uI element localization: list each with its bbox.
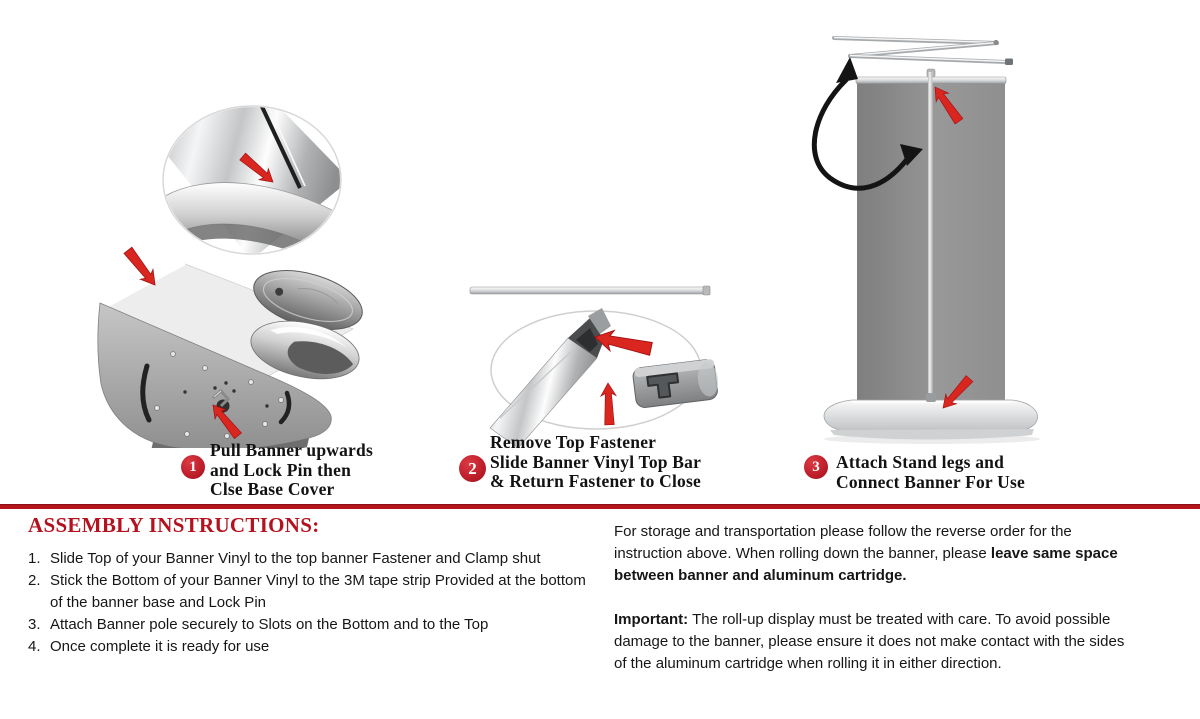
caption-line: Remove Top Fastener [490, 432, 657, 452]
caption-line: and Lock Pin then [210, 459, 352, 480]
caption-line: Attach Stand legs and [836, 452, 1005, 472]
storage-note [614, 521, 1129, 587]
magnifier-circle [163, 78, 350, 264]
caption-line: Pull Banner upwards [210, 440, 373, 460]
list-number: 1. [28, 550, 41, 567]
list-item [28, 636, 600, 658]
top-bar-graphic [470, 286, 710, 295]
storage-note-text: For storage and transportation please follow the reverse order for the instruction above. When rolling down the banner, please [614, 523, 1072, 562]
step1-illustration [55, 48, 385, 448]
step2-caption [490, 433, 701, 492]
list-number: 2. [28, 572, 41, 589]
important-note-text: The roll-up display must be treated with care. To avoid possible damage to the banner, please ensure it does not make contact with the sides of the aluminum cartridge when rolling it in either direction. [614, 611, 1125, 672]
step1-badge: 1 [181, 455, 205, 479]
step3-illustration [790, 25, 1045, 450]
caption-line: Clse Base Cover [210, 479, 335, 499]
step3-caption [836, 453, 1025, 492]
caption-line: Slide Banner Vinyl Top Bar [490, 451, 702, 472]
important-label: Important: [614, 611, 689, 628]
list-text: Stick the Bottom of your Banner Vinyl to the 3M tape strip Provided at the bottom of the banner base and Lock Pin [50, 572, 586, 611]
list-text: Once complete it is ready for use [50, 638, 270, 655]
caption-line: Connect Banner For Use [836, 471, 1025, 492]
important-note [614, 609, 1129, 675]
assembly-heading: ASSEMBLY INSTRUCTIONS: [28, 513, 320, 537]
caption-line: & Return Fastener to Close [490, 471, 701, 491]
list-item [28, 570, 600, 614]
step3-badge: 3 [804, 455, 828, 479]
step1-caption [210, 441, 373, 500]
list-text: Slide Top of your Banner Vinyl to the top banner Fastener and Clamp shut [50, 550, 541, 567]
list-number: 4. [28, 638, 41, 655]
list-text: Attach Banner pole securely to Slots on the Bottom and to the Top [50, 616, 489, 633]
list-item [28, 614, 600, 636]
assembly-instructions-section [28, 512, 600, 658]
folded-poles-graphic [834, 38, 1013, 66]
red-divider [0, 504, 1200, 509]
magnifier-ellipse [490, 308, 720, 448]
list-number: 3. [28, 616, 41, 633]
storage-note-bold: leave same space between banner and aluminum cartridge. [614, 545, 1118, 584]
step2-badge: 2 [459, 455, 486, 482]
notes-section [614, 521, 1129, 675]
banner-stand-graphic [824, 69, 1040, 444]
list-item [28, 548, 600, 570]
